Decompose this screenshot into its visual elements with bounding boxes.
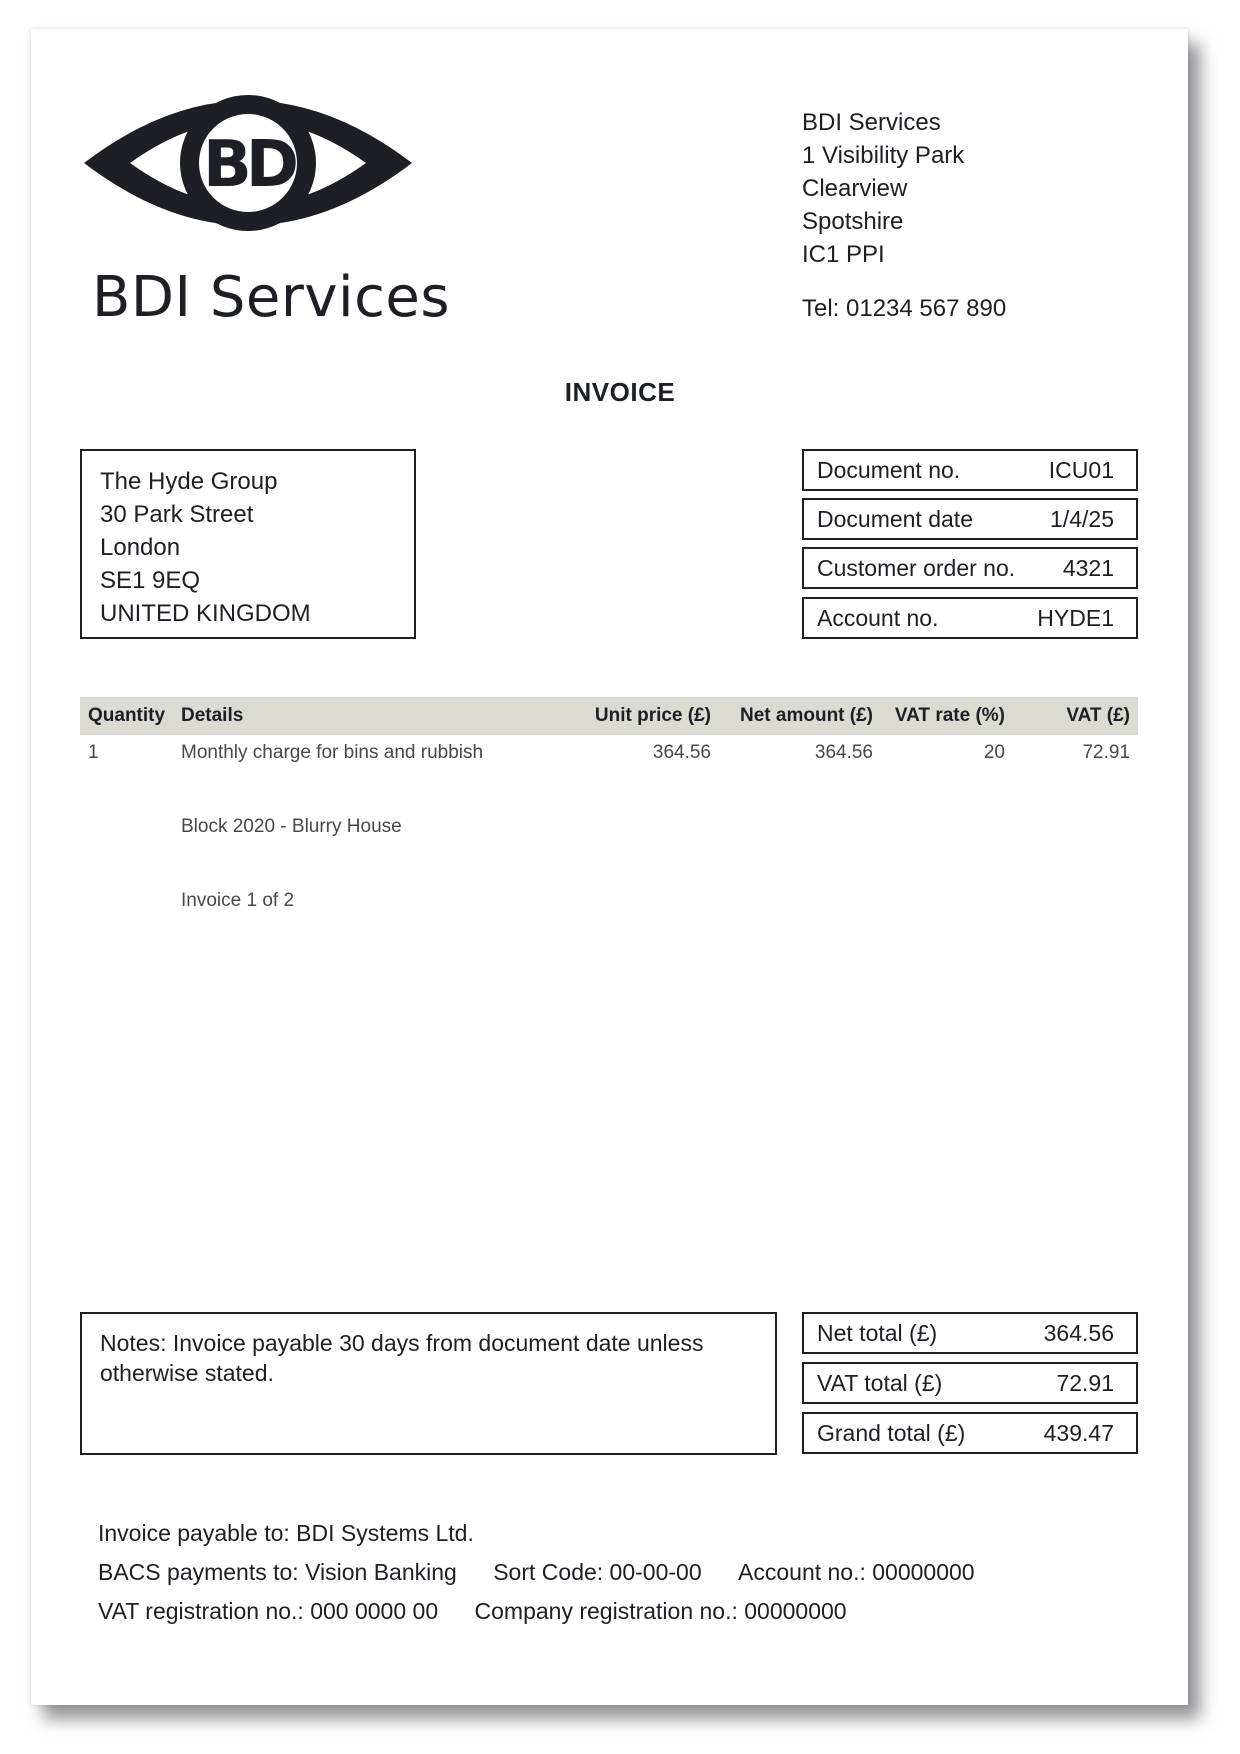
eye-logo-icon (78, 88, 418, 258)
company-address-line: IC1 PPI (802, 241, 885, 268)
total-label: Grand total (£) (817, 1419, 966, 1446)
logo-monogram: BD (203, 128, 293, 202)
document-date-box (802, 498, 1138, 540)
company-telephone: Tel: 01234 567 890 (802, 295, 1007, 322)
total-label: Net total (£) (817, 1319, 938, 1346)
customer-address-line: SE1 9EQ (100, 567, 201, 594)
total-value: 72.91 (1056, 1369, 1114, 1396)
cell-net-amount: 364.56 (814, 742, 873, 763)
customer-address-line: The Hyde Group (100, 468, 278, 495)
company-address-line: Clearview (802, 175, 908, 202)
customer-address-line: 30 Park Street (100, 501, 254, 528)
info-value: HYDE1 (1037, 604, 1114, 631)
total-value: 364.56 (1043, 1319, 1114, 1346)
info-value: ICU01 (1048, 456, 1114, 483)
notes-box (80, 1312, 777, 1455)
cell-extra-detail: Block 2020 - Blurry House (181, 816, 402, 837)
company-address-line: 1 Visibility Park (802, 142, 965, 169)
company-address-line: Spotshire (802, 208, 904, 235)
info-label: Document no. (817, 456, 961, 483)
info-label: Document date (817, 505, 973, 532)
vat-total-box (802, 1362, 1138, 1404)
info-label: Account no. (817, 604, 939, 631)
column-header-vat: VAT (£) (1066, 705, 1130, 726)
footer-vat-registration: VAT registration no.: 000 0000 00 (98, 1598, 439, 1624)
logo-wordmark: BDI Services (92, 265, 450, 330)
footer-payable-to: Invoice payable to: BDI Systems Ltd. (98, 1520, 474, 1546)
column-header-net-amount: Net amount (£) (740, 705, 873, 726)
cell-details: Monthly charge for bins and rubbish (181, 742, 484, 763)
footer-account-number: Account no.: 00000000 (738, 1559, 975, 1585)
cell-vat: 72.91 (1082, 742, 1130, 763)
info-value: 1/4/25 (1050, 505, 1114, 532)
notes-text: Notes: Invoice payable 30 days from document date unless otherwise stated. (100, 1330, 704, 1386)
customer-order-number-box (802, 547, 1138, 589)
account-number-box (802, 597, 1138, 639)
footer-company-registration: Company registration no.: 00000000 (474, 1598, 847, 1624)
document-number-box (802, 449, 1138, 491)
customer-address-line: London (100, 534, 181, 561)
company-address-line: BDI Services (802, 109, 941, 136)
column-header-vat-rate: VAT rate (%) (894, 705, 1005, 726)
total-value: 439.47 (1043, 1419, 1114, 1446)
footer-bacs: BACS payments to: Vision Banking (98, 1559, 457, 1585)
customer-address-box (80, 449, 416, 639)
column-header-details: Details (181, 705, 244, 726)
cell-unit-price: 364.56 (652, 742, 711, 763)
info-value: 4321 (1062, 554, 1114, 581)
grand-total-box (802, 1412, 1138, 1454)
cell-quantity: 1 (88, 742, 99, 763)
column-header-unit-price: Unit price (£) (594, 705, 711, 726)
footer-bank-details (98, 1559, 975, 1586)
cell-vat-rate: 20 (983, 742, 1005, 763)
cell-extra-detail: Invoice 1 of 2 (181, 890, 295, 911)
footer-registration (98, 1598, 847, 1625)
document-title: INVOICE (564, 377, 676, 407)
total-label: VAT total (£) (817, 1369, 943, 1396)
info-label: Customer order no. (817, 554, 1016, 581)
customer-address-line: UNITED KINGDOM (100, 600, 311, 627)
footer-sort-code: Sort Code: 00-00-00 (493, 1559, 702, 1585)
net-total-box (802, 1312, 1138, 1354)
company-address (802, 106, 964, 271)
column-header-quantity: Quantity (88, 705, 166, 726)
